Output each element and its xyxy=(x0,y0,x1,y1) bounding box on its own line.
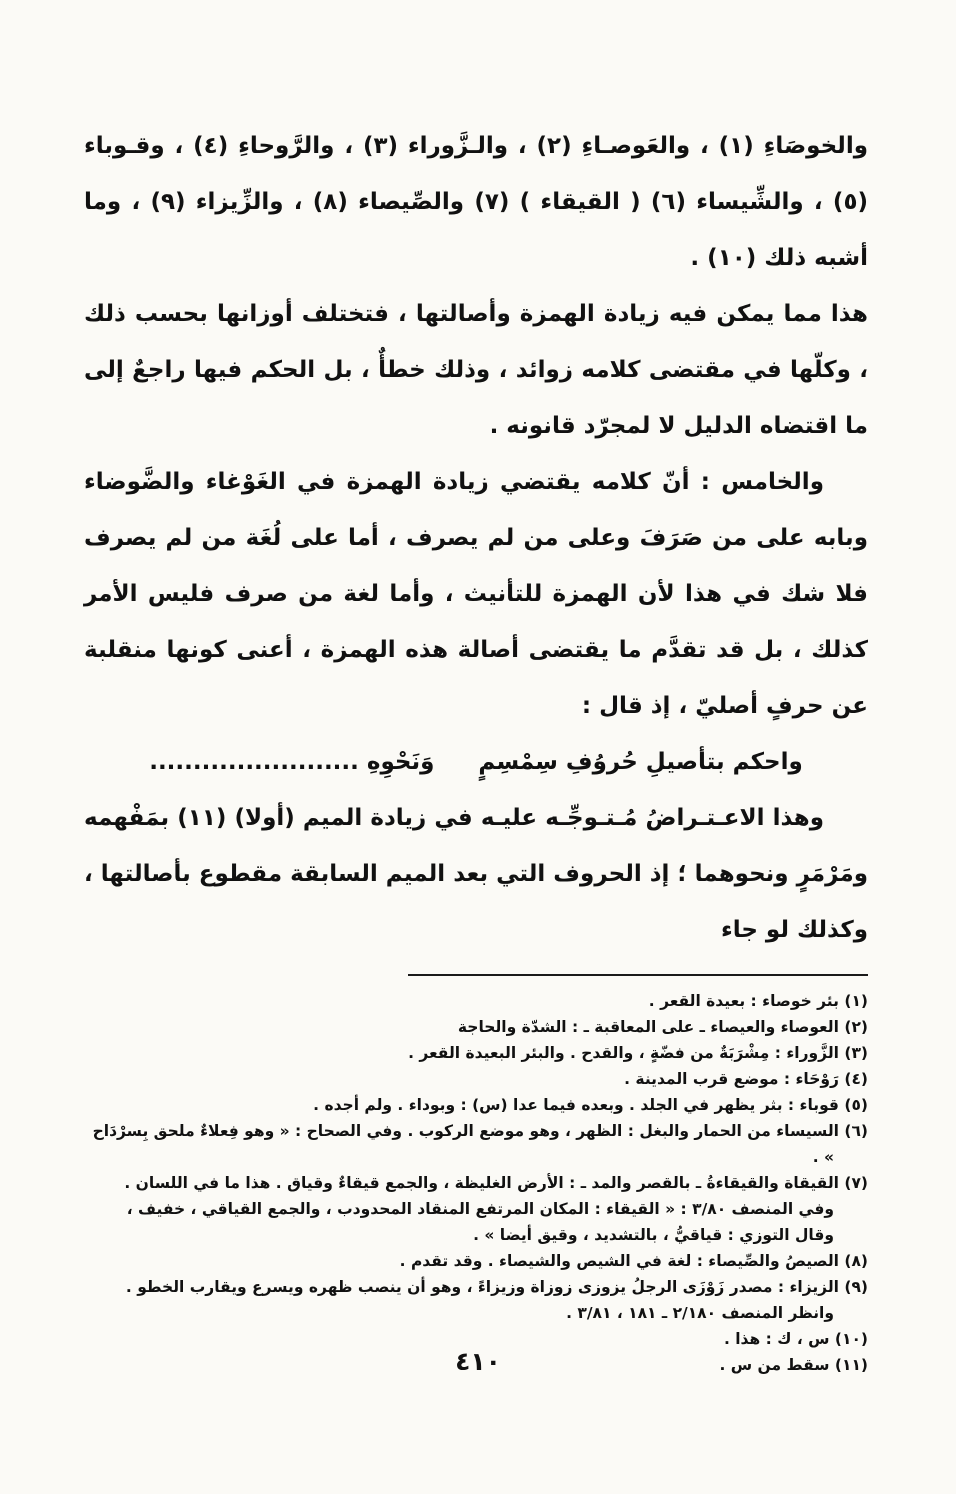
footnote-item: (٥) قوباء : بثر يظهر في الجلد . وبعده فيما عدا (س) : وبوداء . ولم أجده . xyxy=(313,1096,868,1114)
footnote-item: (٦) السيساء من الحمار والبغل : الظهر ، وهو موضع الركوب . وفي الصحاح : « وهو فِعلاءٌ ملحق بِسرْدَاح » . xyxy=(92,1122,868,1166)
main-text xyxy=(84,118,868,958)
footnotes-section xyxy=(84,988,868,1378)
footnote-separator xyxy=(408,974,868,976)
footnote-item: (٢) العوصاء والعيصاء ـ على المعاقبة ـ : الشدّة والحاجة xyxy=(457,1018,868,1036)
paragraph-commentary: هذا مما يمكن فيه زيادة الهمزة وأصالتها ، فتختلف أوزانها بحسب ذلك ، وكلّها في مقتضى كلامه زوائد ، وذلك خطأٌ ، بل الحكم فيها راجعٌ إلى ما اقتضاه الدليل لا لمجرّد قانونه . xyxy=(84,301,868,439)
footnote-item: (١) بئر خوصاء : بعيدة القعر . xyxy=(648,992,868,1010)
verse-hemistich-first: واحكم بتأصيلِ حُروُفِ سِمْسِمٍ xyxy=(478,749,803,775)
footnote-item: (٧) القيقاة والقيقاءةُ ـ بالقصر والمد ـ : الأرض الغليظة ، والجمع قيقاءٌ وقياق . هذا ما في اللسان . وفي المنصف ٣/٨٠ : « القيقاء : المكان المرتفع المنقاد المحدودب ، والجمع القياقي ، خفيف ، وقال التوزي : قياقيُّ ، بالتشديد ، وقيق أيضا » . xyxy=(124,1174,868,1244)
footnote-item: (١٠) س ، ك : هذا . xyxy=(723,1330,868,1348)
verse-hemistich-second: وَنَحْوِهِ ........................ xyxy=(149,749,435,775)
footnote-item: (٣) الزَّوراء : مِشْرَبَةٌ من فضّةٍ ، والقدح . والبئر البعيدة القعر . xyxy=(408,1044,868,1062)
paragraph-word-list: والخوصَاءِ (١) ، والعَوصـاءِ (٢) ، والـزَّوراء (٣) ، والرَّوحاءِ (٤) ، وقـوباء (٥) ، والشِّيساء (٦) ( القيقاء ) (٧) والصِّيصاء (٨) ، والزِّيزاء (٩) ، وما أشبه ذلك (١٠) . xyxy=(84,133,868,271)
paragraph-objection-response: وهذا الاعـتـراضُ مُـتـوجِّـه عليـه في زيادة الميم (أولا) (١١) بمَفْهمه ومَرْمَرٍ ونحوهما ؛ إذ الحروف التي بعد الميم السابقة مقطوع بأصالتها ، وكذلك لو جاء xyxy=(84,805,868,943)
footnote-item: (٨) الصيصُ والصِّيصاء : لغة في الشيص والشيصاء . وقد تقدم . xyxy=(399,1252,868,1270)
paragraph-fifth-objection: والخامس : أنّ كلامه يقتضي زيادة الهمزة في الغَوْغاء والضَّوضاء وبابه على من صَرَفَ وعلى من لم يصرف ، أما على لُغَة من لم يصرف فلا شك في هذا لأن الهمزة للتأنيث ، وأما لغة من صرف فليس الأمر كذلك ، بل قد تقدَّم ما يقتضى أصالة هذه الهمزة ، أعنى كونها منقلبة عن حرفٍ أصليّ ، إذ قال : xyxy=(84,469,868,719)
footnote-item: (١١) سقط من س . xyxy=(719,1356,868,1374)
footnote-item: (٩) الزيزاء : مصدر زَوْزَى الرجلُ يزوزى زوزاة وزيزاءً ، وهو أن ينصب ظهره ويسرع ويقارب الخطو . وانظر المنصف ٢/١٨٠ ـ ١٨١ ، ٣/٨١ . xyxy=(125,1278,868,1322)
page-number: ٤١٠ xyxy=(455,1347,501,1376)
footnote-item: (٤) رَوْحَاء : موضع قرب المدينة . xyxy=(624,1070,868,1088)
verse-line xyxy=(84,734,868,790)
